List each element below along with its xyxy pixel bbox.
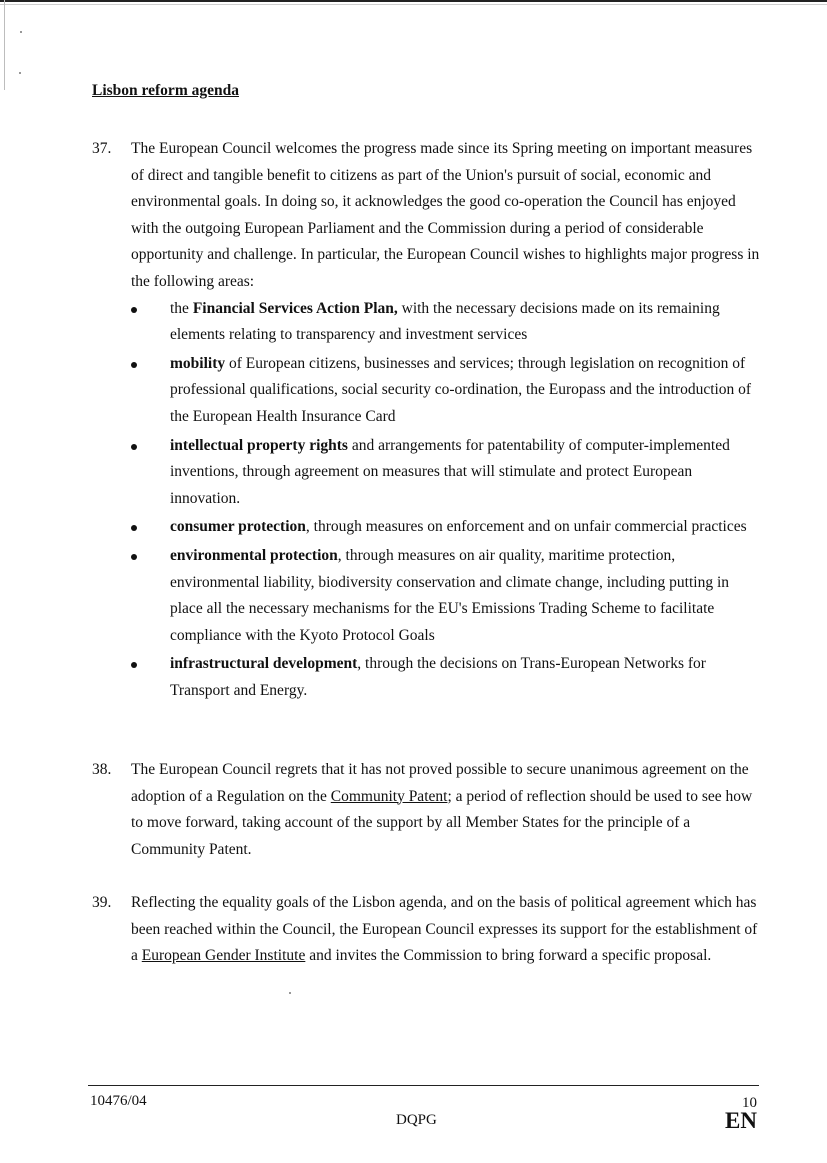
bullet-bold-term: Financial Services Action Plan, bbox=[192, 299, 398, 317]
paragraph-text-start: Reflecting the equality goals of the Lisbon agenda, and on the basis of political agreement which has been reached within the Council, the European Council expresses its support for the establishment of a bbox=[131, 894, 758, 965]
list-item bbox=[131, 514, 762, 541]
paragraph-text-start: The European Council regrets that it has not proved possible to secure unanimous agreement on the adoption of a Regulation on the bbox=[131, 761, 749, 805]
top-border-shadow bbox=[0, 4, 827, 5]
paragraph-body bbox=[131, 757, 762, 863]
language-code: EN bbox=[725, 1108, 757, 1133]
list-item bbox=[131, 351, 762, 431]
bullet-bold-term: infrastructural development bbox=[170, 655, 358, 673]
section-heading: Lisbon reform agenda bbox=[92, 82, 239, 99]
page-number: 10 bbox=[742, 1095, 757, 1111]
paragraph-38 bbox=[92, 757, 762, 863]
document-reference: 10476/04 bbox=[90, 1093, 147, 1109]
bullet-icon bbox=[131, 662, 137, 668]
bullet-text: , through measures on enforcement and on unfair commercial practices bbox=[305, 518, 747, 536]
left-scan-edge bbox=[4, 0, 5, 90]
list-item bbox=[131, 433, 762, 513]
bullet-text: with the necessary decisions made on its remaining elements relating to transparency and investment services bbox=[170, 299, 720, 344]
bullet-text: of European citizens, businesses and services; through legislation on recognition of professional qualifications, social security co-ordination, the Europass and the introduction of the European Health Insurance Card bbox=[170, 354, 752, 425]
bullet-bold-term: intellectual property rights bbox=[170, 436, 348, 454]
bullet-list bbox=[131, 296, 762, 705]
bullet-bold-term: consumer protection bbox=[170, 518, 306, 536]
footer-rule bbox=[88, 1085, 759, 1086]
bullet-icon bbox=[131, 525, 137, 531]
community-patent-term: Community Patent bbox=[330, 787, 448, 805]
paragraph-39 bbox=[92, 890, 762, 970]
paragraph-number: 39. bbox=[92, 894, 112, 911]
paragraph-text bbox=[131, 757, 762, 863]
list-item bbox=[131, 543, 762, 649]
bullet-icon bbox=[131, 554, 137, 560]
bullet-prefix: the bbox=[170, 299, 193, 317]
scan-speck bbox=[19, 72, 21, 74]
paragraph-text-end: and invites the Commission to bring forward a specific proposal. bbox=[305, 947, 712, 965]
bullet-bold-term: mobility bbox=[170, 354, 226, 372]
bullet-text: , through measures on air quality, maritime protection, environmental liability, biodiversity conservation and climate change, including putting in place all the necessary mechanisms for the EU's Emissions Trading Scheme to facilitate compliance with the Kyoto Protocol Goals bbox=[170, 546, 730, 644]
list-item bbox=[131, 651, 762, 704]
paragraph-37 bbox=[92, 136, 762, 706]
paragraph-number: 38. bbox=[92, 761, 112, 778]
bullet-icon bbox=[131, 444, 137, 450]
paragraph-number: 37. bbox=[92, 140, 112, 157]
paragraph-body bbox=[131, 136, 762, 704]
paragraph-text: The European Council welcomes the progress made since its Spring meeting on important measures of direct and tangible benefit to citizens as part of the Union's pursuit of social, economic and environmental goals. In doing so, it acknowledges the good co-operation the Council has enjoyed with the outgoing European Parliament and the Commission during a period of considerable opportunity and challenge. In particular, the European Council wishes to highlights major progress in the following areas: bbox=[131, 140, 760, 290]
paragraph-text-end: ; a period of reflection should be used to see how to move forward, taking account of the support by all Member States for the principle of a Community Patent. bbox=[131, 787, 753, 858]
gender-institute-term: European Gender Institute bbox=[141, 947, 306, 965]
paragraph-text bbox=[131, 890, 762, 970]
bullet-text: and arrangements for patentability of computer-implemented inventions, through agreement on measures that will stimulate and protect European innovation. bbox=[170, 436, 730, 507]
bullet-bold-term: environmental protection bbox=[170, 546, 338, 564]
scan-speck bbox=[20, 31, 22, 33]
scan-speck bbox=[289, 992, 291, 994]
bullet-icon bbox=[131, 362, 137, 368]
paragraph-body bbox=[131, 890, 762, 970]
bullet-text: , through the decisions on Trans-European Networks for Transport and Energy. bbox=[170, 655, 706, 699]
department-code: DQPG bbox=[396, 1112, 437, 1128]
top-border bbox=[0, 0, 827, 2]
list-item bbox=[131, 296, 762, 349]
bullet-icon bbox=[131, 307, 137, 313]
